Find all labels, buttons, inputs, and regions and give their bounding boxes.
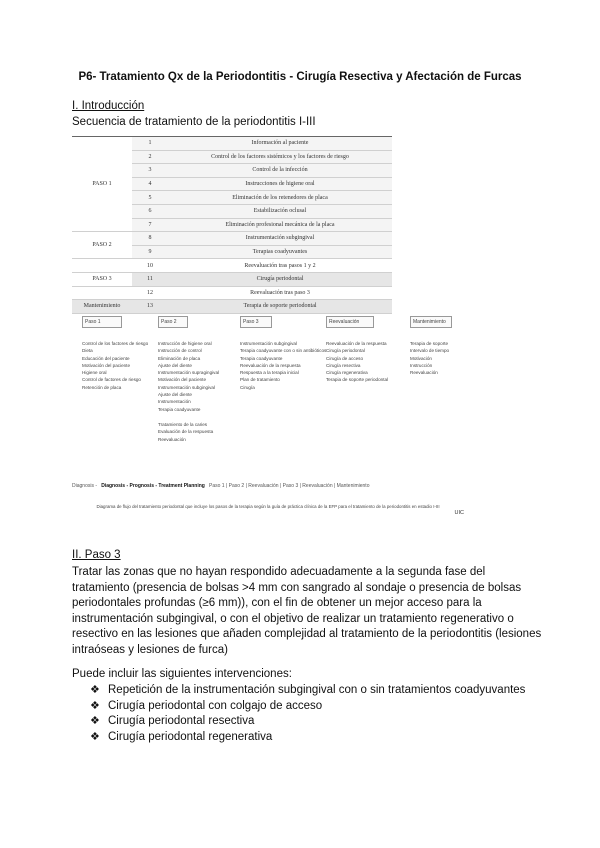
step-number: 10 bbox=[132, 259, 168, 273]
flow-column-2 bbox=[158, 340, 236, 443]
section-heading-introduccion: I. Introducción bbox=[72, 100, 145, 112]
phase-cell: Mantenimiento bbox=[72, 300, 132, 314]
phase-cell: PASO 3 bbox=[72, 272, 132, 286]
flow-text: Terapia coadyuvante bbox=[240, 355, 283, 361]
flow-text: Educación del paciente bbox=[82, 355, 130, 361]
step-text: Información al paciente bbox=[168, 137, 392, 151]
step-text: Instrumentación subgingival bbox=[168, 232, 392, 246]
step-number: 4 bbox=[132, 177, 168, 191]
flow-text: Cirugía de acceso bbox=[326, 355, 364, 361]
phase-cell: PASO 2 bbox=[72, 232, 132, 259]
flow-text: Control de los factores de riesgo bbox=[82, 341, 149, 346]
flow-text: Ajuste del diente bbox=[158, 362, 192, 368]
flow-text: Motivación del paciente bbox=[158, 377, 207, 383]
diamond-bullet-icon: ❖ bbox=[90, 730, 100, 743]
bar-bold-label: Diagnosis - Prognosis - Treatment Planning bbox=[101, 483, 205, 489]
step-text: Reevaluación tras paso 3 bbox=[168, 286, 392, 300]
list-item bbox=[90, 730, 525, 746]
table-caption: Secuencia de tratamiento de la periodontitis I-III bbox=[72, 116, 316, 128]
list-item bbox=[90, 699, 525, 715]
list-item bbox=[90, 714, 525, 730]
flow-text: Respuesta a la terapia inicial bbox=[240, 370, 299, 376]
step-text: Instrucciones de higiene oral bbox=[168, 177, 392, 191]
flow-column-4 bbox=[326, 340, 404, 384]
document-title: P6- Tratamiento Qx de la Periodontitis - Cirugía Resectiva y Afectación de Furcas bbox=[78, 71, 522, 83]
step-number: 6 bbox=[132, 204, 168, 218]
flow-text: Instrucción de higiene oral bbox=[158, 341, 212, 346]
list-item-text: Repetición de la instrumentación subgingival con o sin tratamientos coadyuvantes bbox=[108, 684, 526, 696]
flow-text: Dieta bbox=[82, 348, 93, 354]
diamond-bullet-icon: ❖ bbox=[90, 684, 100, 696]
flow-text: Reevaluación bbox=[158, 436, 186, 442]
list-item-text: Cirugía periodontal resectiva bbox=[108, 715, 255, 728]
flow-text: Cirugía resectiva bbox=[326, 362, 361, 368]
paragraph-line: periodontales profundas (≥6 mm)), con el fin de obtener un mejor acceso para la bbox=[72, 597, 482, 610]
paragraph-line: Tratar las zonas que no hayan respondido adecuadamente a la segunda fase del bbox=[72, 566, 486, 578]
flow-box-reevaluacion: Reevaluación bbox=[326, 316, 374, 328]
paragraph-line: tratamiento (presencia de bolsas >4 mm con sangrado al sondaje o presencia de bolsas bbox=[72, 581, 522, 594]
flow-text: Evaluación de la respuesta bbox=[158, 429, 214, 435]
list-item-text: Cirugía periodontal regenerativa bbox=[108, 730, 273, 743]
flow-text: Cirugía bbox=[240, 384, 255, 390]
list-item-text: Cirugía periodontal con colgajo de acceso bbox=[108, 699, 323, 712]
phase-cell: PASO 1 bbox=[72, 137, 132, 232]
flow-box-paso-2: Paso 2 bbox=[158, 316, 188, 328]
step-text: Terapia de soporte periodontal bbox=[168, 300, 392, 314]
flow-text: Terapia de soporte bbox=[410, 341, 449, 346]
flow-box-paso-1: Paso 1 bbox=[82, 316, 122, 328]
flow-text: Instrucción de control bbox=[158, 348, 202, 354]
flow-text: Reevaluación bbox=[410, 370, 438, 376]
step-text: Eliminación de los retenedores de placa bbox=[168, 191, 392, 205]
flow-text: Tratamiento de la caries bbox=[158, 421, 208, 427]
flow-text: Terapia coadyuvante con o sin antibióticos bbox=[240, 348, 327, 354]
flow-text: Cirugía regenerativa bbox=[326, 370, 368, 376]
flow-text: Intervalo de tiempo bbox=[410, 348, 450, 354]
interventions-intro: Puede incluir las siguientes intervenciones: bbox=[72, 668, 292, 680]
flow-text: Reevaluación de la respuesta bbox=[240, 362, 301, 368]
step-text: Terapias coadyuvantes bbox=[168, 245, 392, 259]
diamond-bullet-icon: ❖ bbox=[90, 699, 100, 712]
step-text: Eliminación profesional mecánica de la placa bbox=[168, 218, 392, 232]
list-item bbox=[90, 683, 525, 699]
flow-text: Eliminación de placa bbox=[158, 355, 201, 361]
section-heading-paso-3: II. Paso 3 bbox=[72, 549, 121, 561]
flow-text: Retención de placa bbox=[82, 384, 122, 390]
bar-rest: Paso 1 | Paso 2 | Reevaluación | Paso 3 | Reevaluación | Mantenimiento bbox=[209, 483, 370, 489]
flow-column-3 bbox=[240, 340, 327, 391]
flow-text: Instrumentación subgingival bbox=[240, 341, 297, 346]
flow-text: Terapia de soporte periodontal bbox=[326, 377, 389, 383]
step-number: 8 bbox=[132, 232, 168, 246]
flow-text: Motivación del paciente bbox=[82, 362, 131, 368]
diagram-caption: Diagrama de flujo del tratamiento periodontal que incluye los pasos de la terapia según la guía de práctica clínica de la EFP para el tratamiento de la periodontitis en estadio I-III bbox=[96, 504, 440, 509]
step-text: Control de los factores sistémicos y los factores de riesgo bbox=[168, 150, 392, 164]
flow-box-paso-3: Paso 3 bbox=[240, 316, 272, 328]
step-number: 2 bbox=[132, 150, 168, 164]
step-number: 11 bbox=[132, 272, 168, 286]
flow-text: Instrumentación subgingival bbox=[158, 384, 215, 390]
interventions-list bbox=[90, 683, 525, 745]
flow-text: Terapia coadyuvante bbox=[158, 406, 201, 412]
diamond-bullet-icon: ❖ bbox=[90, 715, 100, 728]
step-number: 5 bbox=[132, 191, 168, 205]
flow-box-mantenimiento: Mantenimiento bbox=[410, 316, 452, 328]
flow-text: Cirugía periodontal bbox=[326, 348, 365, 354]
paragraph-line: intraóseas y lesiones de furca) bbox=[72, 643, 228, 656]
flow-column-1 bbox=[82, 340, 150, 391]
flow-column-5 bbox=[410, 340, 462, 376]
step-number: 7 bbox=[132, 218, 168, 232]
step-number: 9 bbox=[132, 245, 168, 259]
flow-text: Reevaluación de la respuesta bbox=[326, 341, 387, 346]
flow-text: Instrumentación supragingival bbox=[158, 370, 220, 376]
step-number: 12 bbox=[132, 286, 168, 300]
diagram-signature: UIC bbox=[454, 510, 464, 516]
bar-start: Diagnosis - bbox=[72, 483, 98, 489]
flow-text: Motivación bbox=[410, 355, 432, 361]
step-text: Cirugía periodontal bbox=[168, 272, 392, 286]
flow-text: Ajuste del diente bbox=[158, 392, 192, 398]
flow-text: Control de factores de riesgo bbox=[82, 377, 141, 383]
step-number: 3 bbox=[132, 164, 168, 178]
flow-timeline-bar bbox=[72, 480, 464, 492]
step-number: 1 bbox=[132, 137, 168, 151]
paragraph-line: instrumentación subgingival, o con el objetivo de realizar un tratamiento regenerativo o bbox=[72, 612, 514, 625]
step-text: Control de la infección bbox=[168, 164, 392, 178]
flow-text: Plan de tratamiento bbox=[240, 377, 280, 383]
step-number: 13 bbox=[132, 300, 168, 314]
step-text: Reevaluación tras pasos 1 y 2 bbox=[168, 259, 392, 273]
flow-text: Instrumentación bbox=[158, 399, 191, 405]
paragraph-line: resectivo en las lesiones que añaden complejidad al tratamiento de la periodontitis (lesiones bbox=[72, 628, 542, 641]
paso-3-paragraph bbox=[72, 565, 542, 659]
treatment-sequence-table bbox=[72, 136, 392, 314]
step-text: Estabilización oclusal bbox=[168, 204, 392, 218]
flow-text: Higiene oral bbox=[82, 370, 107, 376]
flow-text: Instrucción bbox=[410, 362, 433, 368]
treatment-flow-diagram bbox=[72, 316, 464, 520]
